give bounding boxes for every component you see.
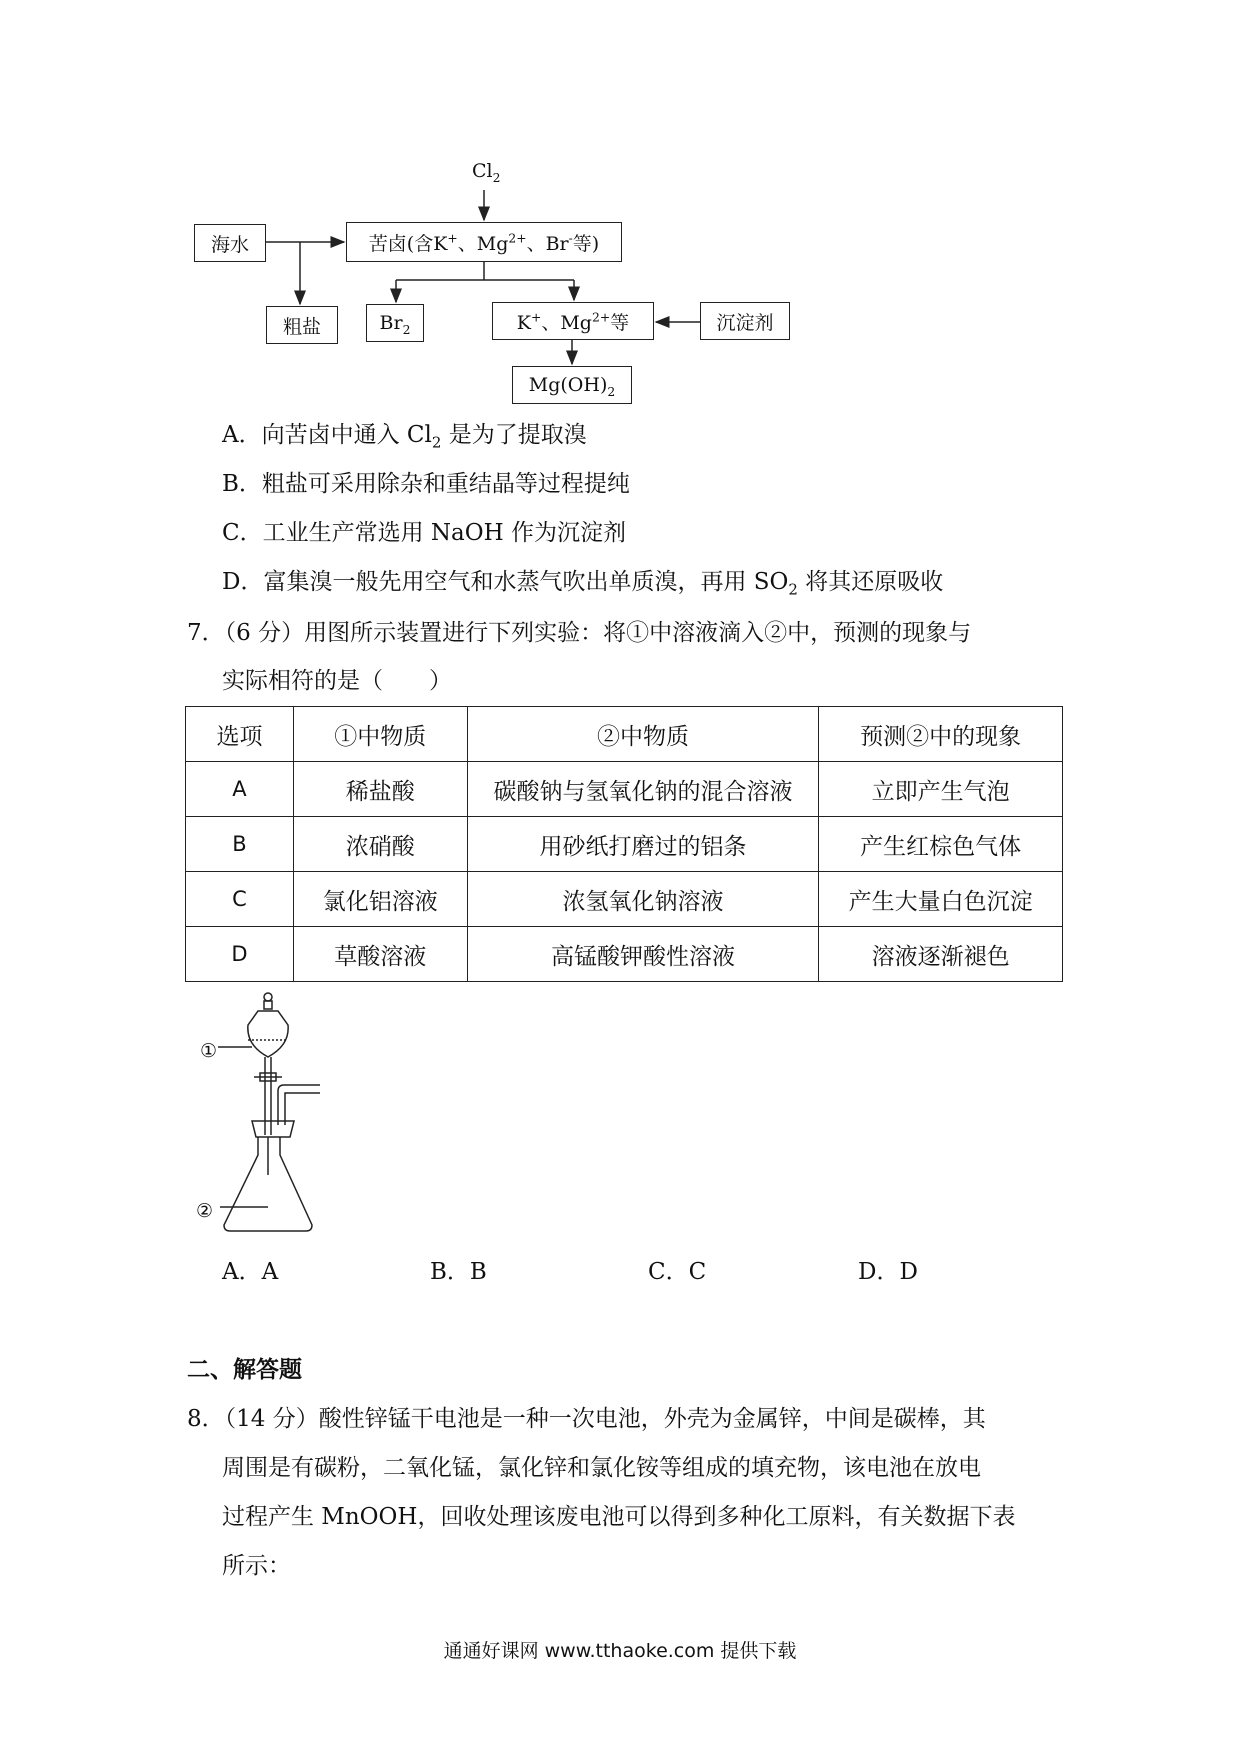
table-cell: C	[186, 872, 294, 927]
table-row	[186, 762, 1063, 817]
table-cell: 高锰酸钾酸性溶液	[467, 927, 819, 982]
q7-option-b: B．B	[430, 1259, 487, 1285]
table-cell: 产生红棕色气体	[819, 817, 1063, 872]
table-row	[186, 872, 1063, 927]
q7-option-c: C．C	[648, 1259, 707, 1285]
table-header: 选项	[186, 707, 294, 762]
bittern-box: 苦卤(含K+、$Mg^{2+}$、Br-等)	[346, 222, 622, 262]
q6-option-b: B．粗盐可采用除杂和重结晶等过程提纯	[222, 471, 630, 497]
precipitant-box: 沉淀剂	[700, 302, 790, 340]
ions-box: K+、$Mg^{2+}$等	[492, 302, 654, 340]
q8-line1: 8．（14 分）酸性锌锰干电池是一种一次电池，外壳为金属锌，中间是碳棒，其	[187, 1406, 986, 1432]
apparatus-figure	[190, 985, 330, 1245]
table-cell: 溶液逐渐褪色	[819, 927, 1063, 982]
table-header-row	[186, 707, 1063, 762]
apparatus-label-2: ②	[196, 1200, 214, 1222]
table-cell: 立即产生气泡	[819, 762, 1063, 817]
q6-option-d: D．富集溴一般先用空气和水蒸气吹出单质溴，再用 $SO_2$ 将其还原吸收	[222, 569, 944, 599]
flowchart-arrows	[0, 0, 1240, 460]
q6-option-a: A．向苦卤中通入 $Cl_2$ 是为了提取溴	[222, 422, 587, 452]
q8-line3: 过程产生 MnOOH，回收处理该废电池可以得到多种化工原料，有关数据下表	[222, 1504, 1016, 1530]
table-cell: 浓氢氧化钠溶液	[467, 872, 819, 927]
table-header: 预测②中的现象	[819, 707, 1063, 762]
table-header: ①中物质	[293, 707, 467, 762]
q7-option-d: D．D	[858, 1259, 918, 1285]
table-cell: D	[186, 927, 294, 982]
apparatus-label-1: ①	[200, 1040, 218, 1062]
table-cell: 碳酸钠与氢氧化钠的混合溶液	[467, 762, 819, 817]
table-cell: 稀盐酸	[293, 762, 467, 817]
mgoh2-box: $Mg(OH)_2$	[512, 366, 632, 404]
table-row	[186, 927, 1063, 982]
q7-stem-line2: 实际相符的是（ ）	[222, 668, 452, 694]
table-cell: 氯化铝溶液	[293, 872, 467, 927]
q7-option-a: A．A	[222, 1259, 279, 1285]
q6-option-c: C．工业生产常选用 NaOH 作为沉淀剂	[222, 520, 626, 546]
table-row	[186, 817, 1063, 872]
q7-stem-line1: 7．（6 分）用图所示装置进行下列实验：将①中溶液滴入②中，预测的现象与	[187, 620, 972, 646]
section-title: 二、解答题	[187, 1356, 302, 1383]
crude-salt-box: 粗盐	[266, 306, 338, 344]
table-cell: 产生大量白色沉淀	[819, 872, 1063, 927]
q7-table	[185, 706, 1063, 982]
table-cell: 浓硝酸	[293, 817, 467, 872]
q8-line2: 周围是有碳粉，二氧化锰，氯化锌和氯化铵等组成的填充物，该电池在放电	[222, 1455, 981, 1481]
cl2-label: $Cl_2$	[472, 160, 501, 185]
table-cell: 用砂纸打磨过的铝条	[467, 817, 819, 872]
table-cell: A	[186, 762, 294, 817]
table-header: ②中物质	[467, 707, 819, 762]
page-footer: 通通好课网 www.tthaoke.com 提供下载	[443, 1640, 797, 1662]
seawater-box: 海水	[194, 224, 266, 262]
q8-line4: 所示：	[222, 1553, 291, 1579]
table-cell: B	[186, 817, 294, 872]
table-cell: 草酸溶液	[293, 927, 467, 982]
br2-box: $Br_2$	[366, 304, 424, 342]
